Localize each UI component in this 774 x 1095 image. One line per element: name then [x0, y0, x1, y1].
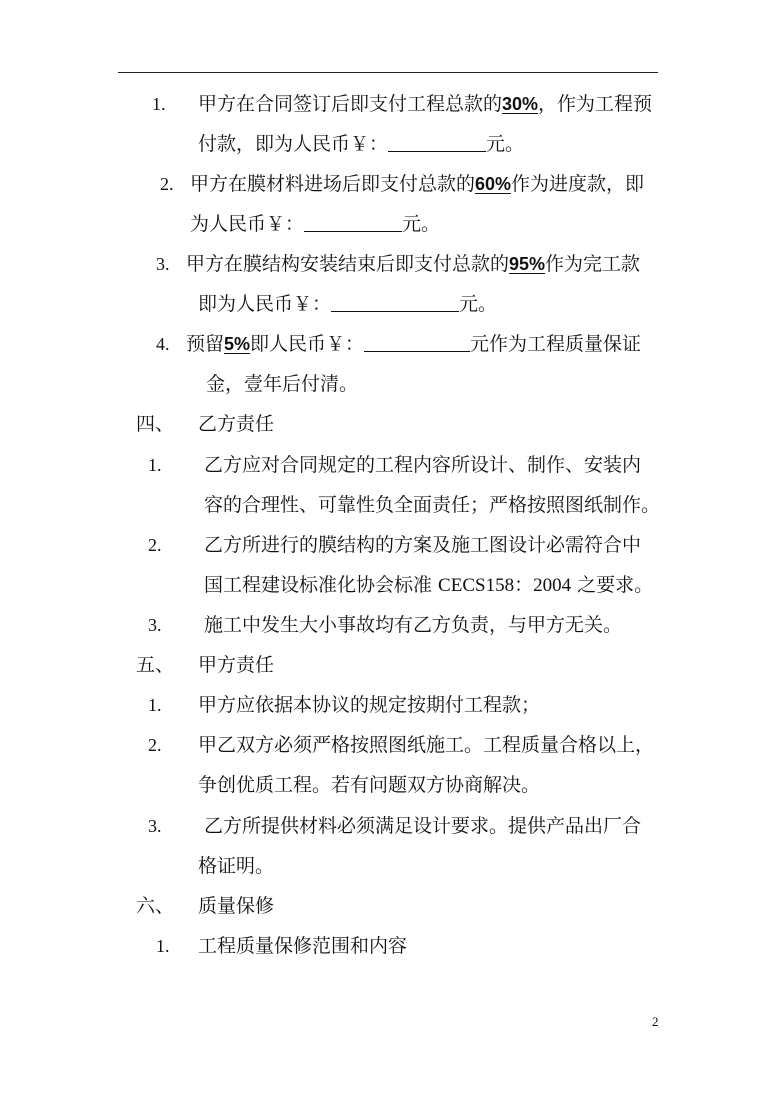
- paragraph-line: [198, 132, 524, 156]
- item-number: 3.: [148, 615, 162, 635]
- item-number: 2.: [160, 174, 174, 194]
- paragraph-line: 施工中发生大小事故均有乙方负责，与甲方无关。: [204, 614, 623, 636]
- text: 国工程建设标准化协会标准: [204, 574, 439, 596]
- paragraph-line: 工程质量保修范围和内容: [198, 935, 408, 957]
- text: 元作为工程质量保证: [470, 333, 642, 355]
- amount-blank[interactable]: [364, 333, 470, 352]
- amount-blank[interactable]: [331, 293, 459, 312]
- item-number: 2.: [148, 735, 162, 755]
- text: 即人民币￥：: [250, 333, 365, 355]
- item-number: 3.: [156, 254, 170, 274]
- paragraph-line: 甲乙双方必须严格按照图纸施工。工程质量合格以上，: [198, 734, 655, 756]
- paragraph-line: 乙方应对合同规定的工程内容所设计、制作、安装内: [204, 454, 642, 476]
- page-number: 2: [652, 1014, 659, 1029]
- paragraph-line: 金，壹年后付清。: [206, 373, 359, 395]
- paragraph-line: [204, 573, 653, 598]
- item-number: 2.: [148, 535, 162, 555]
- text: 元。: [459, 293, 498, 315]
- section-title: 质量保修: [198, 895, 275, 917]
- text: 即为人民币￥：: [198, 293, 332, 315]
- section-number: 五、: [136, 654, 175, 676]
- section-title: 甲方责任: [198, 654, 275, 676]
- percentage: 60%: [475, 174, 512, 194]
- item-number: 3.: [148, 816, 162, 836]
- text: 元。: [402, 213, 441, 235]
- item-number: 1.: [152, 94, 166, 114]
- section-title: 乙方责任: [198, 413, 275, 435]
- paragraph-line: 容的合理性、可靠性负全面责任；严格按照图纸制作。: [204, 494, 661, 516]
- paragraph-line: [186, 252, 640, 276]
- paragraph-line: 乙方所进行的膜结构的方案及施工图设计必需符合中: [204, 534, 642, 556]
- standard-code: CECS158：2004: [438, 575, 572, 596]
- text: 之要求。: [571, 574, 654, 596]
- percentage: 5%: [224, 334, 251, 354]
- item-number: 1.: [148, 455, 162, 475]
- header-rule: [118, 72, 658, 73]
- item-number: 4.: [156, 334, 170, 354]
- paragraph-line: [190, 212, 440, 236]
- paragraph-line: 争创优质工程。若有问题双方协商解决。: [198, 774, 541, 796]
- paragraph-line: [198, 92, 652, 116]
- text: 付款，即为人民币￥：: [198, 133, 389, 155]
- text: 作为进度款，即: [511, 173, 645, 195]
- text: 甲方在膜结构安装结束后即支付总款的: [186, 253, 510, 275]
- text: 预留: [186, 333, 225, 355]
- paragraph-line: 甲方应依据本协议的规定按期付工程款；: [198, 694, 541, 716]
- percentage: 30%: [502, 94, 539, 114]
- paragraph-line: [186, 332, 641, 356]
- paragraph-line: 乙方所提供材料必须满足设计要求。提供产品出厂合: [204, 815, 642, 837]
- item-number: 1.: [148, 695, 162, 715]
- paragraph-line: 格证明。: [198, 855, 275, 877]
- section-number: 六、: [136, 895, 175, 917]
- section-number: 四、: [136, 413, 175, 435]
- amount-blank[interactable]: [304, 213, 402, 232]
- amount-blank[interactable]: [388, 133, 486, 152]
- text: 为人民币￥：: [190, 213, 305, 235]
- item-number: 1.: [156, 936, 170, 956]
- text: 甲方在合同签订后即支付工程总款的: [198, 93, 503, 115]
- text: 甲方在膜材料进场后即支付总款的: [190, 173, 476, 195]
- text: 作为完工款: [545, 253, 641, 275]
- text: ，作为工程预: [538, 93, 653, 115]
- paragraph-line: [190, 172, 644, 196]
- text: 元。: [486, 133, 525, 155]
- paragraph-line: [198, 292, 497, 316]
- percentage: 95%: [509, 254, 546, 274]
